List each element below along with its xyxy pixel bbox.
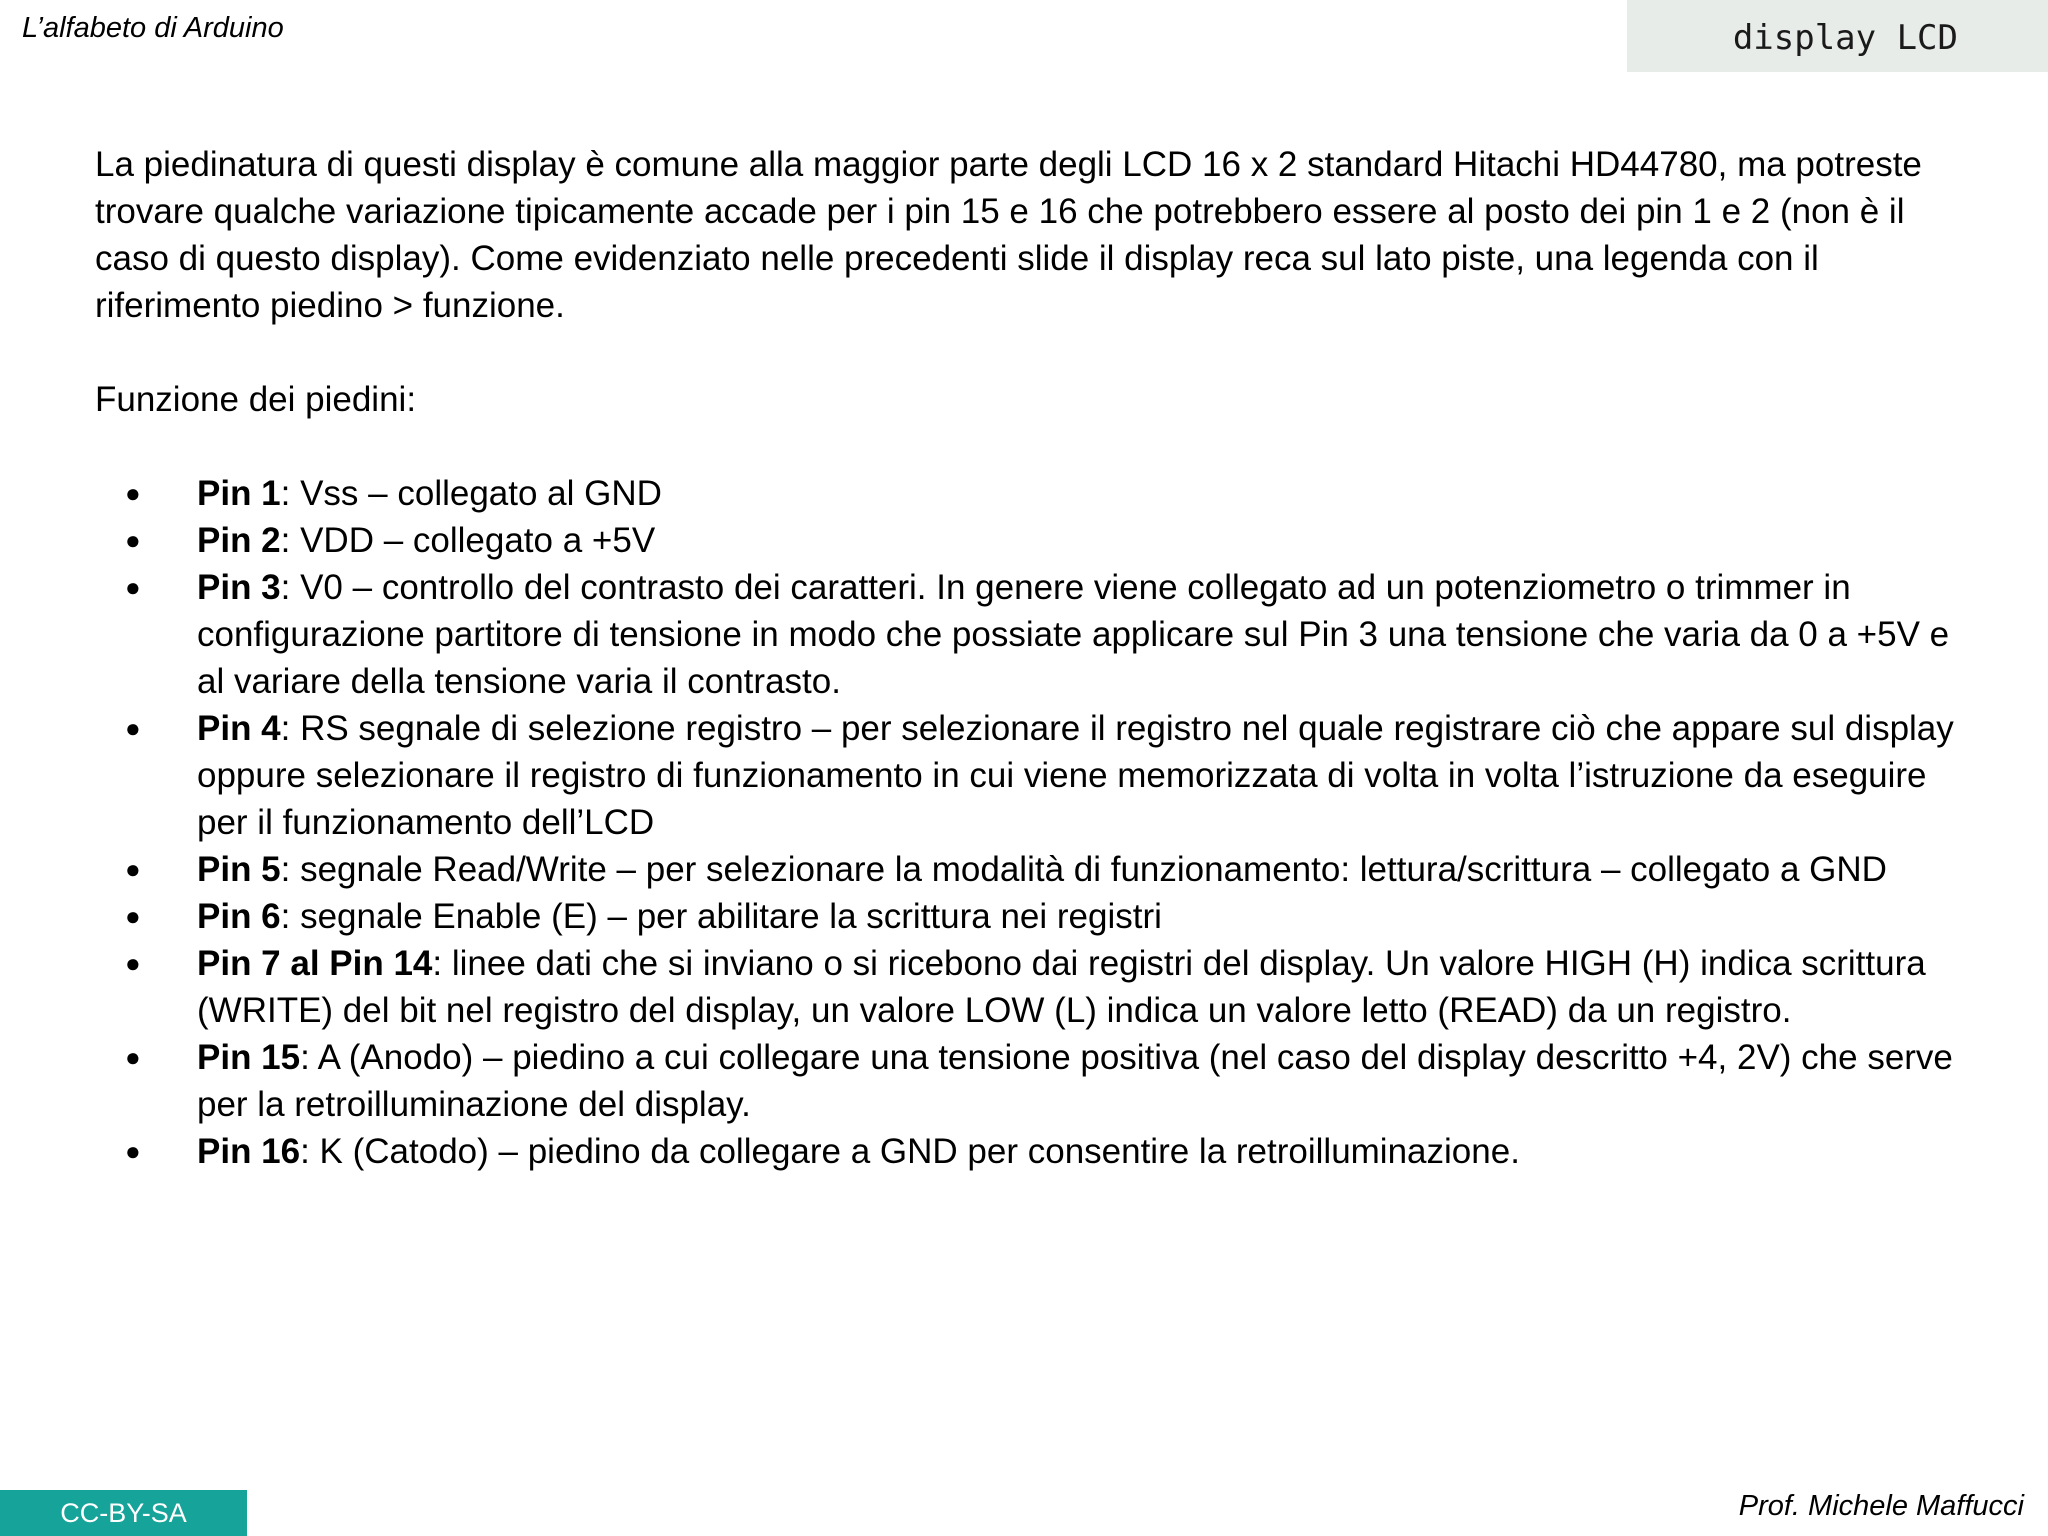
pin-label: Pin 16 [197, 1132, 301, 1171]
bullet-icon: ● [125, 478, 141, 508]
pin-list [95, 470, 1975, 1175]
intro-paragraph: La piedinatura di questi display è comune alla maggior parte degli LCD 16 x 2 standard Hitachi HD44780, ma potreste trovare qualche variazione tipicamente accade per i pin 15 e 16 che potrebbero essere al posto dei pin 1 e 2 (non è il caso di questo display). Come evidenziato nelle precedenti slide il display reca sul lato piste, una legenda con il riferimento piedino > funzione. [95, 145, 1922, 325]
bullet-icon: ● [125, 525, 141, 555]
list-item [95, 564, 1975, 705]
topic-tab [1627, 0, 2048, 72]
pin-label: Pin 2 [197, 521, 281, 560]
list-item [95, 1034, 1975, 1128]
pin-label: Pin 3 [197, 568, 281, 607]
list-item [95, 846, 1975, 893]
pin-description: : A (Anodo) – piedino a cui collegare una tensione positiva (nel caso del display descritto +4, 2V) che serve per la retroilluminazione del display. [197, 1038, 1953, 1124]
slide-content [95, 141, 1975, 1175]
bullet-icon: ● [125, 1136, 141, 1166]
pin-description: : K (Catodo) – piedino da collegare a GND per consentire la retroilluminazione. [300, 1132, 1520, 1171]
pin-description: : Vss – collegato al GND [280, 474, 662, 513]
list-item [95, 705, 1975, 846]
list-item [95, 893, 1975, 940]
list-item [95, 517, 1975, 564]
bullet-icon: ● [125, 572, 141, 602]
pin-description: : RS segnale di selezione registro – per selezionare il registro nel quale registrare ciò che appare sul display oppure selezionare il registro di funzionamento in cui viene memorizzata di volta in volta l’istruzione da eseguire per il funzionamento dell’LCD [197, 709, 1954, 842]
pin-label: Pin 4 [197, 709, 281, 748]
section-heading: Funzione dei piedini: [95, 380, 417, 419]
pin-label: Pin 6 [197, 897, 281, 936]
list-item [95, 940, 1975, 1034]
list-item [95, 470, 1975, 517]
pin-description: : linee dati che si inviano o si ricebono dai registri del display. Un valore HIGH (H) indica scrittura (WRITE) del bit nel registro del display, un valore LOW (L) indica un valore letto (READ) da un registro. [197, 944, 1926, 1030]
pin-description: : segnale Read/Write – per selezionare la modalità di funzionamento: lettura/scrittura – collegato a GND [280, 850, 1887, 889]
pin-label: Pin 7 al Pin 14 [197, 944, 433, 983]
bullet-icon: ● [125, 1042, 141, 1072]
bullet-icon: ● [125, 901, 141, 931]
pin-label: Pin 1 [197, 474, 281, 513]
pin-label: Pin 5 [197, 850, 281, 889]
topic-title: display LCD [1732, 18, 1958, 58]
pin-label: Pin 15 [197, 1038, 301, 1077]
bullet-icon: ● [125, 713, 141, 743]
license-badge: CC-BY-SA [0, 1490, 247, 1536]
author-name: Prof. Michele Maffucci [1738, 1490, 2024, 1522]
course-title: L’alfabeto di Arduino [22, 12, 284, 44]
bullet-icon: ● [125, 948, 141, 978]
pin-description: : segnale Enable (E) – per abilitare la scrittura nei registri [280, 897, 1162, 936]
bullet-icon: ● [125, 854, 141, 884]
list-item [95, 1128, 1975, 1175]
pin-description: : V0 – controllo del contrasto dei caratteri. In genere viene collegato ad un potenziometro o trimmer in configurazione partitore di tensione in modo che possiate applicare sul Pin 3 una tensione che varia da 0 a +5V e al variare della tensione varia il contrasto. [197, 568, 1950, 701]
pin-description: : VDD – collegato a +5V [280, 521, 656, 560]
